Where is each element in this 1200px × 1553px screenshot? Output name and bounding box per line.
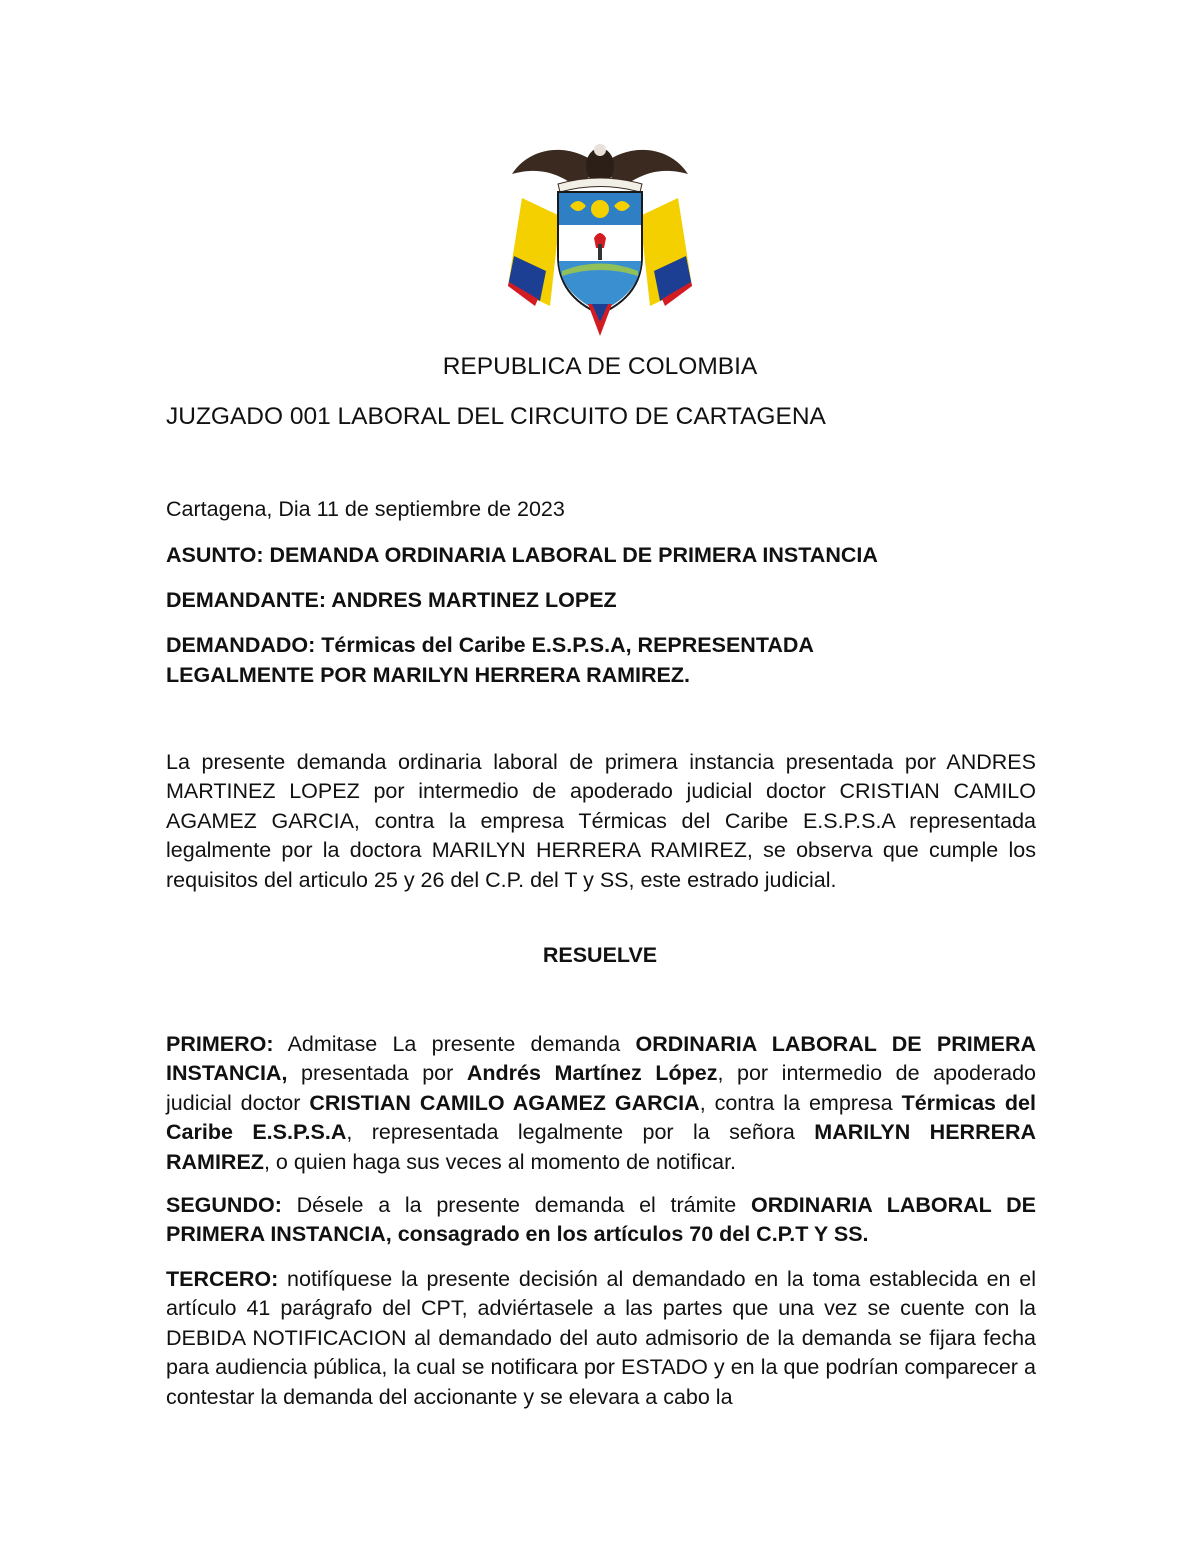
country-heading: REPUBLICA DE COLOMBIA — [442, 353, 758, 380]
demandante-line: DEMANDANTE: ANDRES MARTINEZ LOPEZ — [166, 588, 617, 612]
date-line: Cartagena, Dia 11 de septiembre de 2023 — [166, 497, 565, 521]
demandado-line-1: Térmicas del Caribe E.S.P.S.A, REPRESENTADA — [315, 633, 814, 657]
primero-text-1: Admitase La presente demanda — [273, 1032, 636, 1056]
asunto-line: ASUNTO: DEMANDA ORDINARIA LABORAL DE PRIMERA INSTANCIA — [166, 543, 878, 567]
segundo-label: SEGUNDO: — [166, 1193, 282, 1217]
segundo-text-1: Désele a la presente demanda el trámite — [281, 1193, 751, 1217]
segundo-paragraph — [166, 1191, 1036, 1250]
intro-paragraph: La presente demanda ordinaria laboral de primera instancia presentada por ANDRES MARTINEZ LOPEZ por intermedio de apoderado judicial doctor CRISTIAN CAMILO AGAMEZ GARCIA, contra la empresa Térmicas del Caribe E.S.P.S.A representada legalmente por la doctora MARILYN HERRERA RAMIREZ, se observa que cumple los requisitos del articulo 25 y 26 del C.P. del T y SS, este estrado judicial. — [166, 750, 1036, 892]
tercero-label: TERCERO: — [166, 1267, 279, 1291]
primero-text-2: presentada por — [287, 1061, 467, 1086]
primero-paragraph — [166, 1030, 1036, 1177]
primero-bold-4: Térmicas del Caribe E.S.P.S.A — [166, 1090, 1036, 1145]
tercero-paragraph — [166, 1265, 1036, 1412]
primero-text-6: , o quien haga sus veces al momento de notificar. — [263, 1149, 737, 1174]
primero-bold-3: CRISTIAN CAMILO AGAMEZ GARCIA — [309, 1090, 700, 1115]
demandado-line-2: LEGALMENTE POR MARILYN HERRERA RAMIREZ. — [166, 663, 690, 687]
primero-label: PRIMERO: — [166, 1032, 274, 1056]
demandado-label: DEMANDADO: — [166, 633, 316, 657]
primero-bold-5: MARILYN HERRERA RAMIREZ — [166, 1120, 1036, 1174]
resuelve-heading: RESUELVE — [542, 943, 658, 967]
court-heading: JUZGADO 001 LABORAL DEL CIRCUITO DE CARTAGENA — [166, 403, 826, 430]
primero-text-4: , contra la empresa — [699, 1090, 902, 1115]
colombia-coat-of-arms-icon — [500, 136, 700, 336]
demandado-line — [166, 630, 814, 660]
primero-bold-1: ORDINARIA LABORAL DE PRIMERA INSTANCIA, — [166, 1032, 1036, 1086]
primero-text-3: , por intermedio de apoderado judicial doctor — [166, 1061, 1036, 1115]
tercero-text-1: notifíquese la presente decisión al demandado en la toma establecida en el artículo 41 parágrafo del CPT, adviértasele a las partes que una vez se cuente con la DEBIDA NOTIFICACION al demandado del auto admisorio de la demanda se fijara fecha para audiencia pública, la cual se notificara por ESTADO y en la que podrían comparecer a contestar la demanda del accionante y se elevara a cabo la — [166, 1267, 1036, 1409]
primero-bold-2: Andrés Martínez López — [466, 1061, 718, 1086]
segundo-bold-1: ORDINARIA LABORAL DE PRIMERA INSTANCIA, consagrado en los artículos 70 del C.P.T Y SS. — [166, 1193, 1037, 1247]
primero-text-5: , representada legalmente por la señora — [346, 1120, 815, 1145]
